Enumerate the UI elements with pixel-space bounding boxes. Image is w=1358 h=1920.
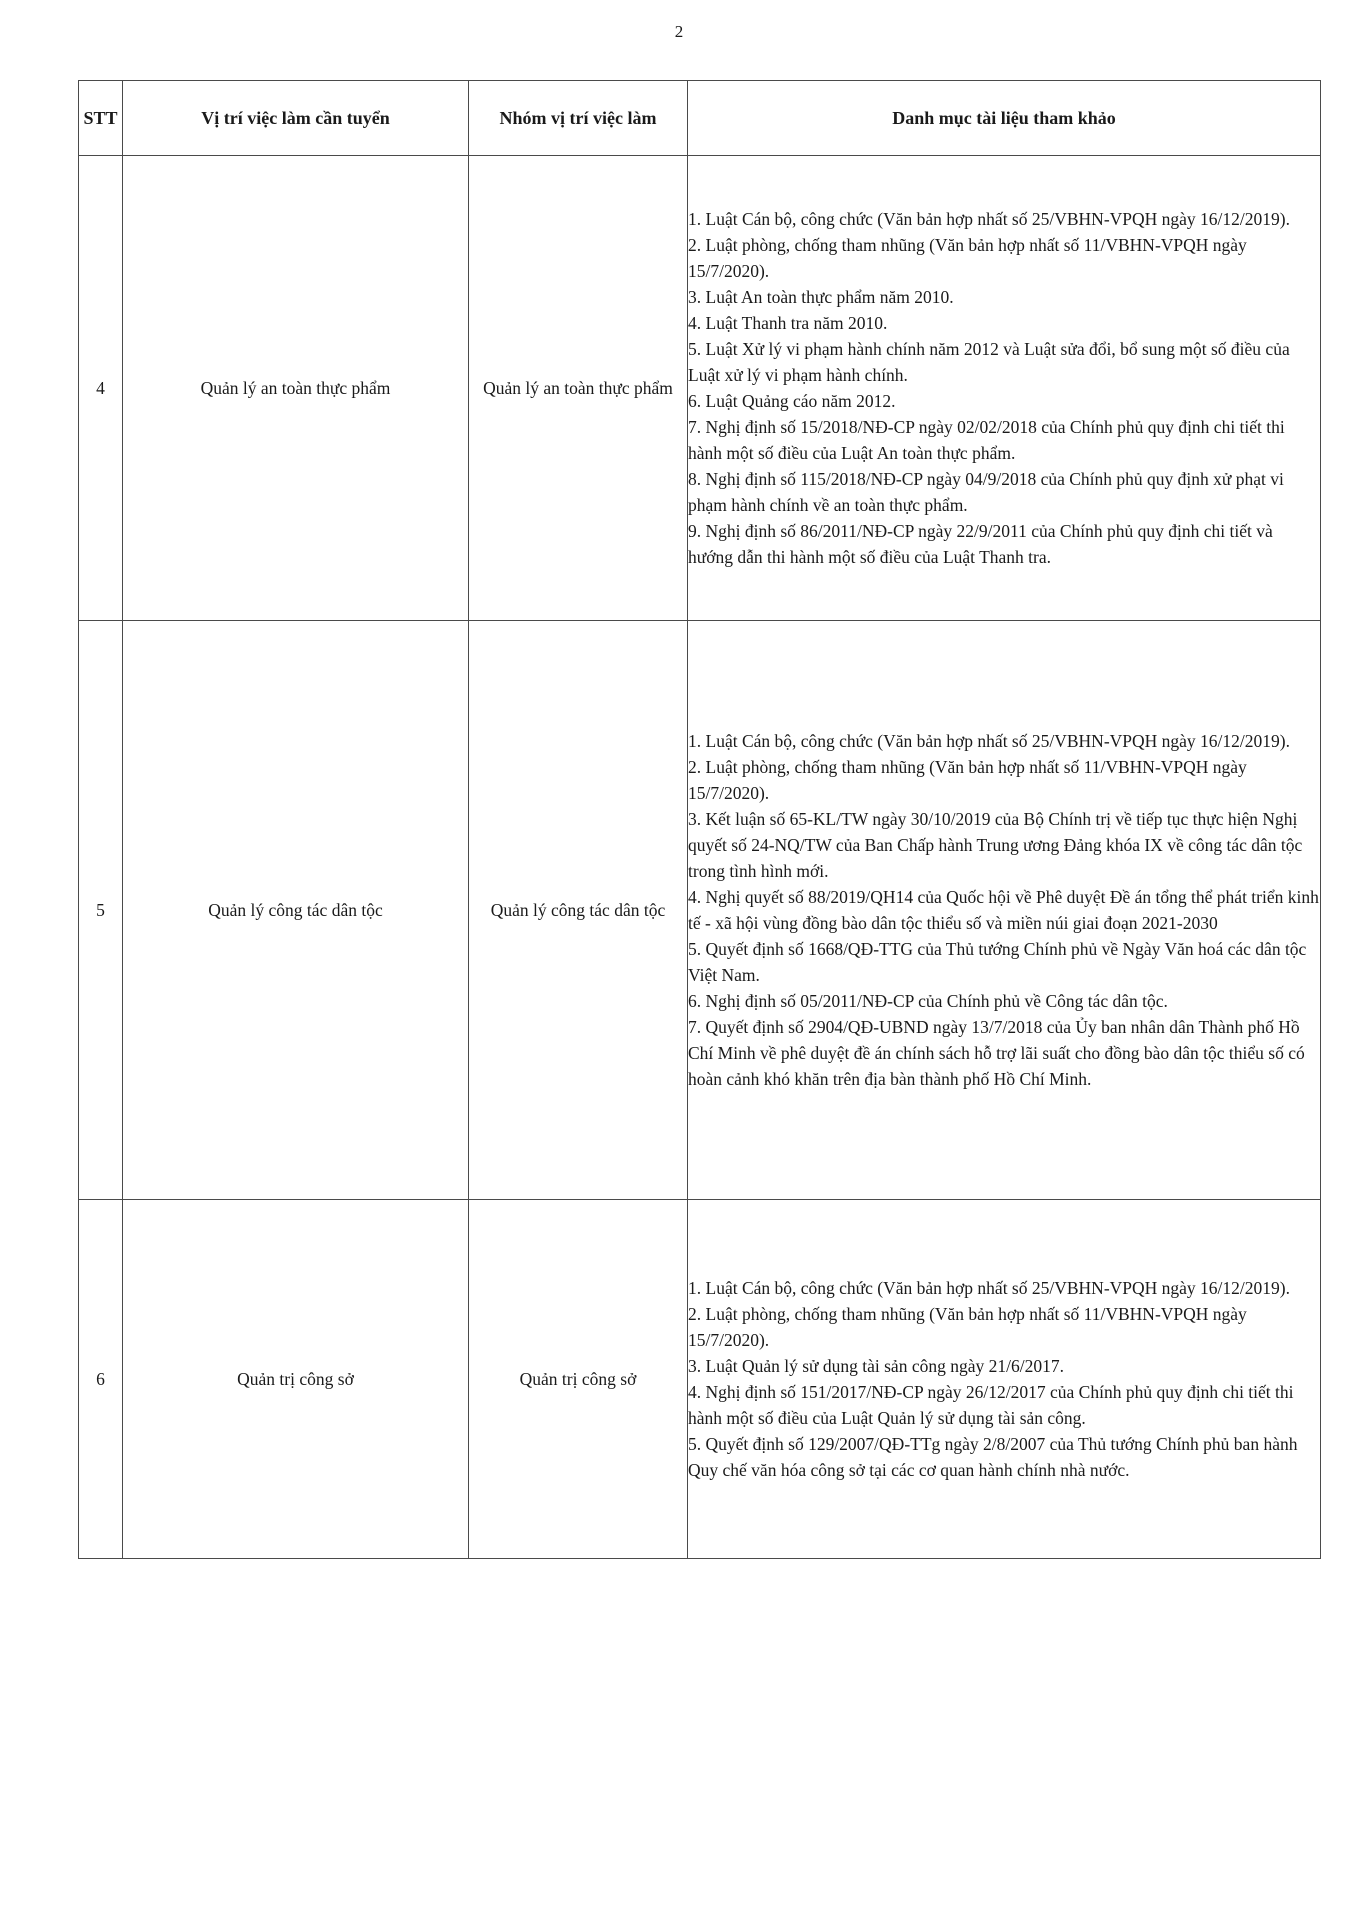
reference-item: 5. Quyết định số 129/2007/QĐ-TTg ngày 2/8/2007 của Thủ tướng Chính phủ ban hành Quy chế văn hóa công sở tại các cơ quan hành chính nhà nước. (688, 1434, 1298, 1480)
reference-item: 9. Nghị định số 86/2011/NĐ-CP ngày 22/9/2011 của Chính phủ quy định chi tiết và hướng dẫn thi hành một số điều của Luật Thanh tra. (688, 521, 1273, 567)
reference-item: 7. Nghị định số 15/2018/NĐ-CP ngày 02/02/2018 của Chính phủ quy định chi tiết thi hành một số điều của Luật An toàn thực phẩm. (688, 417, 1285, 463)
reference-item: 2. Luật phòng, chống tham nhũng (Văn bản hợp nhất số 11/VBHN-VPQH ngày 15/7/2020). (688, 1304, 1247, 1350)
page-number: 2 (674, 22, 684, 41)
reference-item: 3. Kết luận số 65-KL/TW ngày 30/10/2019 của Bộ Chính trị về tiếp tục thực hiện Nghị quyết số 24-NQ/TW của Ban Chấp hành Trung ương Đảng khóa IX về công tác dân tộc trong tình hình mới. (688, 809, 1303, 881)
row-stt: 5 (79, 621, 123, 1200)
header-group: Nhóm vị trí việc làm (469, 81, 688, 156)
reference-item: 4. Nghị quyết số 88/2019/QH14 của Quốc hội về Phê duyệt Đề án tổng thể phát triển kinh tế - xã hội vùng đồng bào dân tộc thiểu số và miền núi giai đoạn 2021-2030 (688, 887, 1319, 933)
row-position: Quản trị công sở (123, 1200, 469, 1559)
reference-item: 4. Luật Thanh tra năm 2010. (688, 313, 888, 333)
reference-item: 1. Luật Cán bộ, công chức (Văn bản hợp nhất số 25/VBHN-VPQH ngày 16/12/2019). (688, 1278, 1290, 1298)
reference-item: 6. Nghị định số 05/2011/NĐ-CP của Chính phủ về Công tác dân tộc. (688, 991, 1168, 1011)
reference-item: 1. Luật Cán bộ, công chức (Văn bản hợp nhất số 25/VBHN-VPQH ngày 16/12/2019). (688, 209, 1290, 229)
reference-item: 5. Luật Xử lý vi phạm hành chính năm 2012 và Luật sửa đổi, bổ sung một số điều của Luật xử lý vi phạm hành chính. (688, 339, 1290, 385)
row-group: Quản lý an toàn thực phẩm (469, 156, 688, 621)
table-row (79, 1200, 1321, 1559)
row-references (688, 621, 1321, 1200)
table-row (79, 156, 1321, 621)
header-position: Vị trí việc làm cần tuyển (123, 81, 469, 156)
reference-item: 7. Quyết định số 2904/QĐ-UBND ngày 13/7/2018 của Ủy ban nhân dân Thành phố Hồ Chí Minh về phê duyệt đề án chính sách hỗ trợ lãi suất cho đồng bào dân tộc thiểu số có hoàn cảnh khó khăn trên địa bàn thành phố Hồ Chí Minh. (688, 1017, 1305, 1089)
reference-item: 1. Luật Cán bộ, công chức (Văn bản hợp nhất số 25/VBHN-VPQH ngày 16/12/2019). (688, 731, 1290, 751)
reference-item: 3. Luật Quản lý sử dụng tài sản công ngày 21/6/2017. (688, 1356, 1064, 1376)
row-position: Quản lý an toàn thực phẩm (123, 156, 469, 621)
reference-list (688, 206, 1320, 570)
reference-item: 2. Luật phòng, chống tham nhũng (Văn bản hợp nhất số 11/VBHN-VPQH ngày 15/7/2020). (688, 757, 1247, 803)
reference-item: 2. Luật phòng, chống tham nhũng (Văn bản hợp nhất số 11/VBHN-VPQH ngày 15/7/2020). (688, 235, 1247, 281)
row-position: Quản lý công tác dân tộc (123, 621, 469, 1200)
row-group: Quản lý công tác dân tộc (469, 621, 688, 1200)
table-row (79, 621, 1321, 1200)
row-references (688, 1200, 1321, 1559)
row-stt: 4 (79, 156, 123, 621)
reference-list (688, 728, 1320, 1092)
reference-item: 6. Luật Quảng cáo năm 2012. (688, 391, 896, 411)
table-header-row (79, 81, 1321, 156)
header-stt: STT (79, 81, 123, 156)
row-stt: 6 (79, 1200, 123, 1559)
reference-list (688, 1275, 1320, 1483)
row-group: Quản trị công sở (469, 1200, 688, 1559)
reference-table (78, 80, 1321, 1559)
reference-item: 5. Quyết định số 1668/QĐ-TTG của Thủ tướng Chính phủ về Ngày Văn hoá các dân tộc Việt Nam. (688, 939, 1307, 985)
reference-item: 8. Nghị định số 115/2018/NĐ-CP ngày 04/9/2018 của Chính phủ quy định xử phạt vi phạm hành chính về an toàn thực phẩm. (688, 469, 1284, 515)
reference-item: 3. Luật An toàn thực phẩm năm 2010. (688, 287, 954, 307)
reference-item: 4. Nghị định số 151/2017/NĐ-CP ngày 26/12/2017 của Chính phủ quy định chi tiết thi hành một số điều của Luật Quản lý sử dụng tài sản công. (688, 1382, 1294, 1428)
row-references (688, 156, 1321, 621)
header-references: Danh mục tài liệu tham khảo (688, 81, 1321, 156)
